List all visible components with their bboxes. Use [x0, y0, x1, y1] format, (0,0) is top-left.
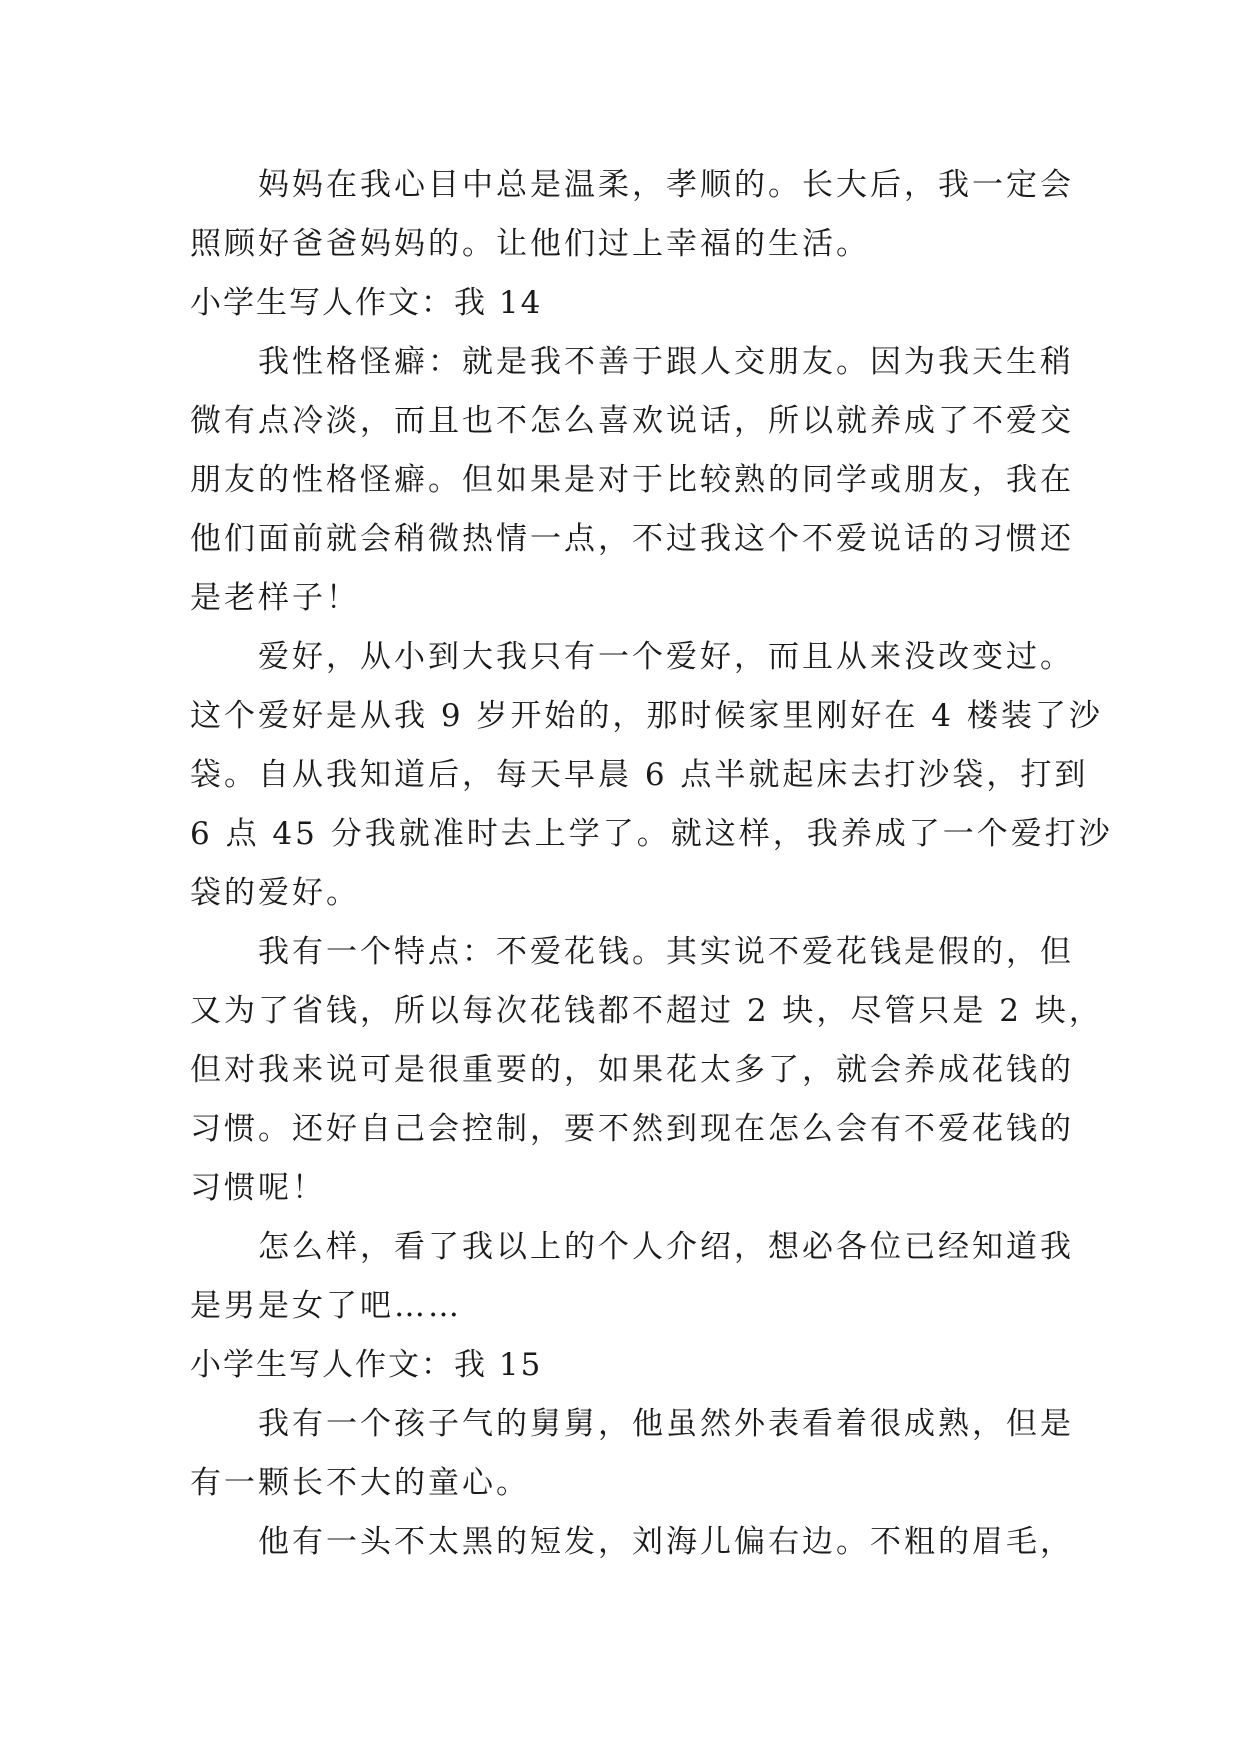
- paragraph-line: 妈妈在我心目中总是温柔，孝顺的。长大后，我一定会: [258, 167, 1074, 203]
- paragraph-line: 爱好，从小到大我只有一个爱好，而且从来没改变过。: [258, 639, 1074, 675]
- paragraph-line: 习惯。还好自己会控制，要不然到现在怎么会有不爱花钱的: [190, 1111, 1074, 1147]
- paragraph: [190, 333, 1074, 628]
- section-heading: [190, 1336, 1070, 1395]
- paragraph-line: 微有点冷淡，而且也不怎么喜欢说话，所以就养成了不爱交: [190, 403, 1074, 439]
- section-heading: [190, 274, 1070, 333]
- paragraph-line: 但对我来说可是很重要的，如果花太多了，就会养成花钱的: [190, 1052, 1074, 1088]
- paragraph: [190, 923, 1103, 1218]
- paragraph-line: 又为了省钱，所以每次花钱都不超过 2 块，尽管只是 2 块，: [190, 993, 1103, 1029]
- paragraph: [190, 1395, 1074, 1513]
- paragraph-line: 袋的爱好。: [190, 875, 360, 911]
- paragraph-line: 这个爱好是从我 9 岁开始的，那时候家里刚好在 4 楼装了沙: [190, 698, 1103, 734]
- paragraph-line: 照顾好爸爸妈妈的。让他们过上幸福的生活。: [190, 226, 870, 262]
- paragraph-line: 习惯呢！: [190, 1170, 326, 1206]
- paragraph-line: 我有一个特点：不爱花钱。其实说不爱花钱是假的，但: [258, 934, 1074, 970]
- paragraph: [190, 156, 1074, 274]
- section-heading-text: 小学生写人作文：我 14: [190, 285, 543, 321]
- paragraph-line: 6 点 45 分我就准时去上学了。就这样，我养成了一个爱打沙: [190, 816, 1113, 852]
- paragraph-line: 他们面前就会稍微热情一点，不过我这个不爱说话的习惯还: [190, 521, 1074, 557]
- paragraph-line: 朋友的性格怪癖。但如果是对于比较熟的同学或朋友，我在: [190, 462, 1074, 498]
- section-heading-text: 小学生写人作文：我 15: [190, 1347, 543, 1383]
- paragraph-line: 我有一个孩子气的舅舅，他虽然外表看着很成熟，但是: [258, 1406, 1074, 1442]
- paragraph-line: 袋。自从我知道后，每天早晨 6 点半就起床去打沙袋，打到: [190, 757, 1089, 793]
- paragraph-line: 怎么样，看了我以上的个人介绍，想必各位已经知道我: [258, 1229, 1074, 1265]
- paragraph-line: 是男是女了吧……: [190, 1288, 462, 1324]
- paragraph-line: 我性格怪癖：就是我不善于跟人交朋友。因为我天生稍: [258, 344, 1074, 380]
- paragraph-line: 有一颗长不大的童心。: [190, 1465, 530, 1501]
- paragraph-line: 是老样子！: [190, 580, 360, 616]
- document-body: [190, 156, 1113, 1572]
- paragraph: [190, 1218, 1074, 1336]
- paragraph-line: 他有一头不太黑的短发，刘海儿偏右边。不粗的眉毛，: [258, 1524, 1074, 1560]
- paragraph: [190, 1513, 1074, 1572]
- paragraph: [190, 628, 1113, 923]
